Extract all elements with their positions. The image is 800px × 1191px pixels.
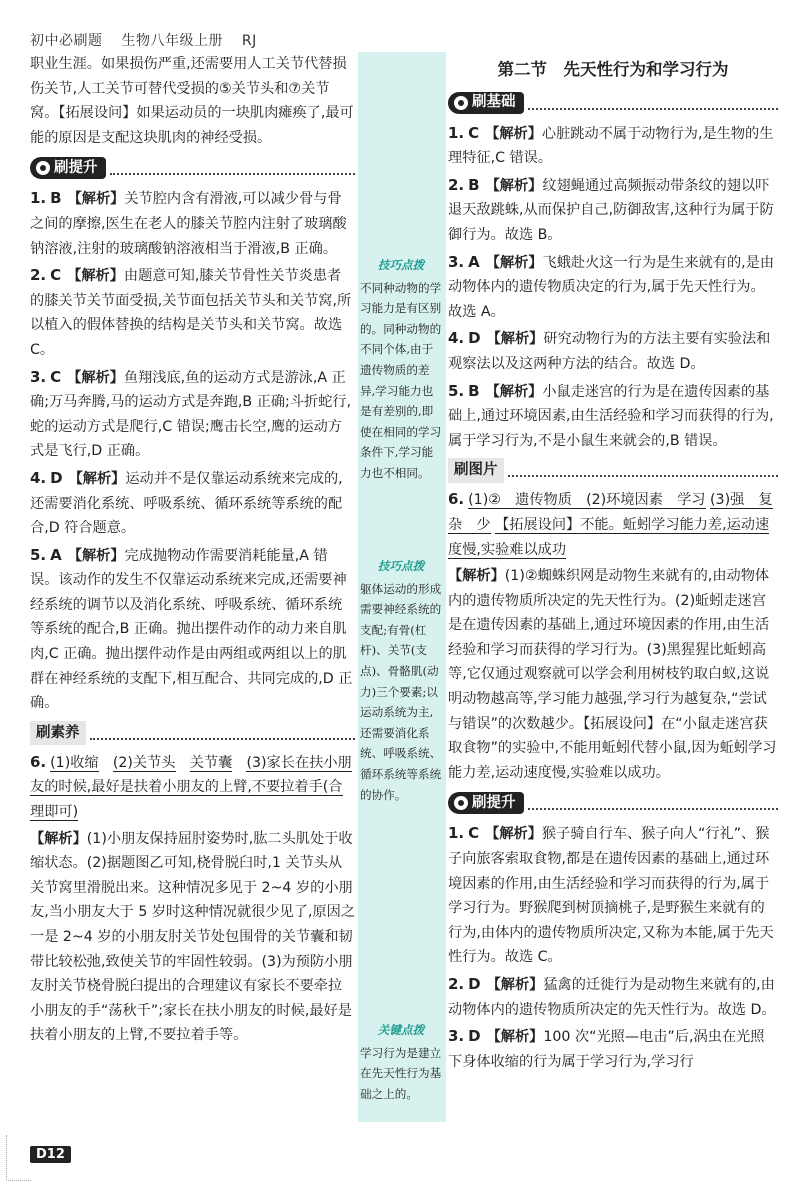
tip-box-3 xyxy=(358,1020,444,1104)
question-item: 3. C 【解析】鱼翔浅底,鱼的运动方式是游泳,A 正确;万马奔腾,马的运动方式是奔跑,B 正确;斗折蛇行,蛇的运动方式是爬行,C 错误;鹰击长空,鹰的运动方式是飞行,D 正确。 xyxy=(30,367,352,460)
question-item: 4. D 【解析】研究动物行为的方法主要有实验法和观察法以及这两种方法的结合。故选 D。 xyxy=(448,329,771,372)
section-banner xyxy=(448,457,778,483)
section-banner xyxy=(448,789,778,817)
brand-name: 初中必刷题 xyxy=(30,33,103,49)
subject-name: 生物八年级上册 xyxy=(121,33,223,49)
pencil-icon xyxy=(454,96,468,110)
question-item: 2. C 【解析】由题意可知,膝关节骨性关节炎患者的膝关节关节面受损,关节面包括关节头和关节窝,所以植入的假体替换的结构是关节头和关节窝。故选 C。 xyxy=(30,266,352,358)
section-banner xyxy=(30,154,355,182)
pencil-icon xyxy=(454,796,468,810)
page-corner-mark xyxy=(6,1135,31,1181)
right-column xyxy=(448,52,778,1076)
tip-box-2 xyxy=(358,556,444,805)
analysis-paragraph: 【解析】(1)小朋友保持屈肘姿势时,肱二头肌处于收缩状态。(2)据题图乙可知,桡骨脱臼时,1 关节头从关节窝里滑脱出来。这种情况多见于 2~4 岁的小朋友,当小朋友大于 5 岁时这种情况就很少见了,原因之一是 2~4 岁的小朋友肘关节处包围骨的关节囊和韧带比较松弛,致使关节的牢固性较弱。(3)为预防小朋友肘关节桡骨脱臼提出的合理建议有家长不要牵拉小朋友的手“荡秋千”;家长在扶小朋友的时候,最好是扶着小朋友的上臂,不要拉着手等。 xyxy=(30,830,356,1044)
question-item: 5. B 【解析】小鼠走迷宫的行为是在遗传因素的基础上,通过环境因素,由生活经验和学习而获得的行为,属于学习行为,不是小鼠生来就会的,B 错误。 xyxy=(448,381,774,449)
question-item: 3. D 【解析】100 次“光照—电击”后,涡虫在光照下身体收缩的行为属于学习行为,学习行 xyxy=(448,1027,765,1070)
question-item: 2. D 【解析】猛禽的迁徙行为是动物生来就有的,由动物体内的遗传物质所决定的先天性行为。故选 D。 xyxy=(448,975,776,1018)
analysis-paragraph: 【解析】(1)②蜘蛛织网是动物生来就有的,由动物体内的遗传物质所决定的先天性行为。(2)蚯蚓走迷宫是在遗传因素的基础上,通过环境因素的作用,由生活经验和学习而获得的学习行为。(3)黑猩猩比蚯蚓高等,它仅通过观察就可以学会利用树枝钓取白蚁,这说明动物越高等,学习能力越强,学习行为越复杂,“尝试与错误”的次数越少。【拓展设问】在“小鼠走迷宫获取食物”的实验中,不能用蚯蚓代替小鼠,因为蚯蚓学习能力差,运动速度慢,实验难以成功。 xyxy=(448,568,777,781)
section-banner xyxy=(448,89,778,117)
tip-text: 不同种动物的学习能力是有区别的。同种动物的不同个体,由于遗传物质的差异,学习能力也是有差别的,即使在相同的学习条件下,学习能力也不相同。 xyxy=(360,280,442,480)
section-title: 刷基础 xyxy=(472,94,516,111)
tip-title: 技巧点拨 xyxy=(377,559,425,573)
tip-text: 躯体运动的形成需要神经系统的支配;有骨(杠杆)、关节(支点)、骨骼肌(动力)三个要素;以运动系统为主,还需要消化系统、呼吸系统、循环系统等系统的协作。 xyxy=(360,581,442,802)
question-item: 1. C 【解析】心脏跳动不属于动物行为,是生物的生理特征,C 错误。 xyxy=(448,123,774,167)
page-number: D12 xyxy=(30,1146,71,1163)
intro-paragraph: 职业生涯。如果损伤严重,还需要用人工关节代替损伤关节,人工关节可替代受损的⑤关节头和⑦关节窝。【拓展设问】如果运动员的一块肌肉瘫痪了,最可能的原因是支配这块肌肉的神经受损。 xyxy=(30,56,354,146)
section-title: 刷提升 xyxy=(54,160,98,177)
question-item: 2. B 【解析】纹翅蝇通过高频振动带条纹的翅以吓退天敌跳蛛,从而保护自己,防御敌害,这种行为属于防御行为。故选 B。 xyxy=(448,175,774,243)
question-item: 4. D 【解析】运动并不是仅靠运动系统来完成的,还需要消化系统、呼吸系统、循环系统等系统的配合,D 符合题意。 xyxy=(30,468,343,537)
tip-box-1 xyxy=(358,255,444,484)
question-item: 6. (1)收缩 (2)关节头 关节囊 (3)家长在扶小朋友的时候,最好是扶着小朋友的上臂,不要拉着手(合理即可) xyxy=(30,752,352,821)
question-item: 6. (1)② 遗传物质 (2)环境因素 学习 (3)强 复杂 少 【拓展设问】不能。蚯蚓学习能力差,运动速度慢,实验难以成功 xyxy=(448,490,773,558)
question-item: 1. B 【解析】关节腔内含有滑液,可以减少骨与骨之间的摩擦,医生在老人的膝关节腔内注射了玻璃酸钠溶液,注射的玻璃酸钠溶液相当于滑液,B 正确。 xyxy=(30,189,347,257)
question-item: 3. A 【解析】飞蛾赴火这一行为是生来就有的,是由动物体内的遗传物质决定的行为,属于先天性行为。故选 A。 xyxy=(448,252,775,320)
edition-label: RJ xyxy=(241,33,257,49)
page-header xyxy=(30,30,271,50)
section-title: 刷素养 xyxy=(30,721,86,746)
chapter-title: 第二节 先天性行为和学习行为 xyxy=(497,60,729,79)
tip-title: 技巧点拨 xyxy=(377,258,425,272)
pencil-icon xyxy=(36,161,50,175)
section-title: 刷提升 xyxy=(472,795,516,812)
section-title: 刷图片 xyxy=(448,458,504,483)
tip-text: 学习行为是建立在先天性行为基础之上的。 xyxy=(360,1045,442,1101)
section-banner xyxy=(30,720,355,746)
question-item: 1. C 【解析】猴子骑自行车、猴子向人“行礼”、猴子向旅客索取食物,都是在遗传因素的基础上,通过环境因素的作用,由生活经验和学习而获得的行为,属于学习行为。野猴爬到树顶摘桃子,是野猴生来就有的行为,由体内的遗传物质所决定,又称为本能,属于先天性行为。故选 C。 xyxy=(448,824,774,966)
left-column xyxy=(30,52,355,1050)
question-item: 5. A 【解析】完成抛物动作需要消耗能量,A 错误。该动作的发生不仅靠运动系统来完成,还需要神经系统的调节以及消化系统、呼吸系统、循环系统等系统的配合,B 正确。抛出摆件动作的动力来自肌肉,C 正确。抛出摆件动作是由两组或两组以上的肌群在神经系统的支配下,相互配合、共同完成的,D 正确。 xyxy=(30,545,353,712)
tip-title: 关键点拨 xyxy=(377,1023,425,1037)
